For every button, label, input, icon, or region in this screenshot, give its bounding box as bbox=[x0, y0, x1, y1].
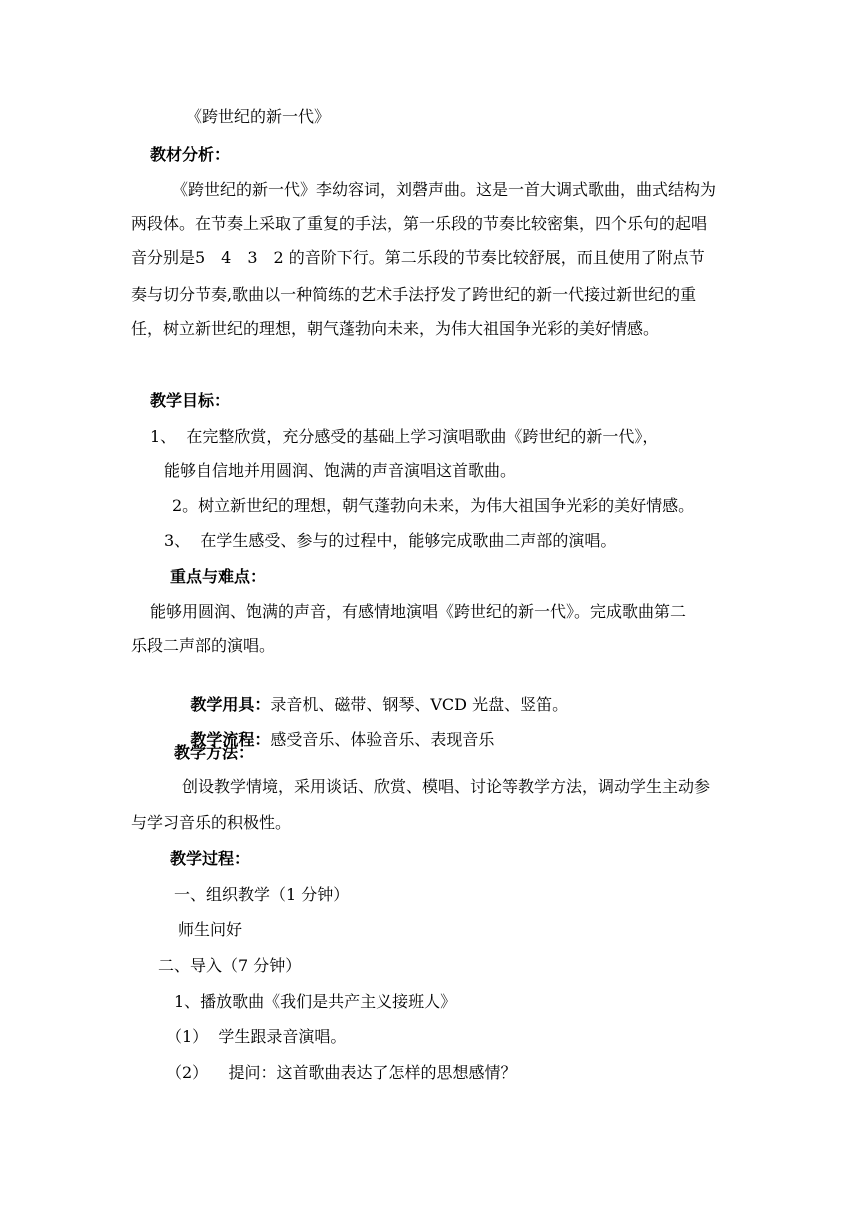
goal-3: 3、 在学生感受、参与的过程中，能够完成歌曲二声部的演唱。 bbox=[164, 531, 617, 550]
step-1-detail: 师生问好 bbox=[178, 920, 243, 939]
process-heading: 教学过程： bbox=[170, 849, 251, 868]
goal-1-line-1: 1、 在完整欣赏，充分感受的基础上学习演唱歌曲《跨世纪的新一代》， bbox=[150, 427, 659, 446]
analysis-line-1: 《跨世纪的新一代》李幼容词，刘磬声曲。这是一首大调式歌曲，曲式结构为 bbox=[172, 180, 717, 199]
analysis-line-4: 奏与切分节奏,歌曲以一种简练的艺术手法抒发了跨世纪的新一代接过新世纪的重 bbox=[131, 285, 697, 304]
step-2-1-a: （1） 学生跟录音演唱。 bbox=[166, 1027, 347, 1046]
analysis-line-5: 任，树立新世纪的理想，朝气蓬勃向未来，为伟大祖国争光彩的美好情感。 bbox=[131, 319, 660, 338]
step-2-1: 1、播放歌曲《我们是共产主义接班人》 bbox=[174, 992, 457, 1011]
step-2: 二、导入（7 分钟） bbox=[158, 956, 302, 975]
method-line-2: 与学习音乐的积极性。 bbox=[131, 813, 292, 832]
goals-heading: 教学目标： bbox=[150, 391, 231, 410]
goal-1-line-2: 能够自信地并用圆润、饱满的声音演唱这首歌曲。 bbox=[164, 461, 517, 480]
analysis-heading: 教材分析： bbox=[150, 145, 231, 164]
method-line-1: 创设教学情境，采用谈话、欣赏、模唱、讨论等教学方法，调动学生主动参 bbox=[182, 777, 711, 796]
key-points-heading: 重点与难点： bbox=[170, 567, 267, 586]
tools-label: 教学用具： bbox=[190, 695, 271, 714]
analysis-line-2: 两段体。在节奏上采取了重复的手法，第一乐段的节奏比较密集，四个乐句的起唱 bbox=[131, 214, 708, 233]
step-1: 一、组织教学（1 分钟） bbox=[174, 885, 350, 904]
method-heading: 教学方法： bbox=[174, 743, 255, 762]
goal-2: 2。树立新世纪的理想，朝气蓬勃向未来，为伟大祖国争光彩的美好情感。 bbox=[172, 496, 695, 515]
lesson-title: 《跨世纪的新一代》 bbox=[186, 107, 331, 126]
flow-label: 教学流程： bbox=[190, 730, 271, 749]
key-points-line-2: 乐段二声部的演唱。 bbox=[131, 636, 276, 655]
flow-text: 感受音乐、体验音乐、表现音乐 bbox=[270, 730, 495, 749]
step-2-1-b: （2） 提问：这首歌曲表达了怎样的思想感情？ bbox=[166, 1063, 517, 1082]
analysis-line-3: 音分别是5 4 3 2 的音阶下行。第二乐段的节奏比较舒展，而且使用了附点节 bbox=[131, 248, 705, 267]
tools-text: 录音机、磁带、钢琴、VCD 光盘、竖笛。 bbox=[270, 695, 569, 714]
key-points-line-1: 能够用圆润、饱满的声音，有感情地演唱《跨世纪的新一代》。完成歌曲第二 bbox=[150, 602, 687, 621]
